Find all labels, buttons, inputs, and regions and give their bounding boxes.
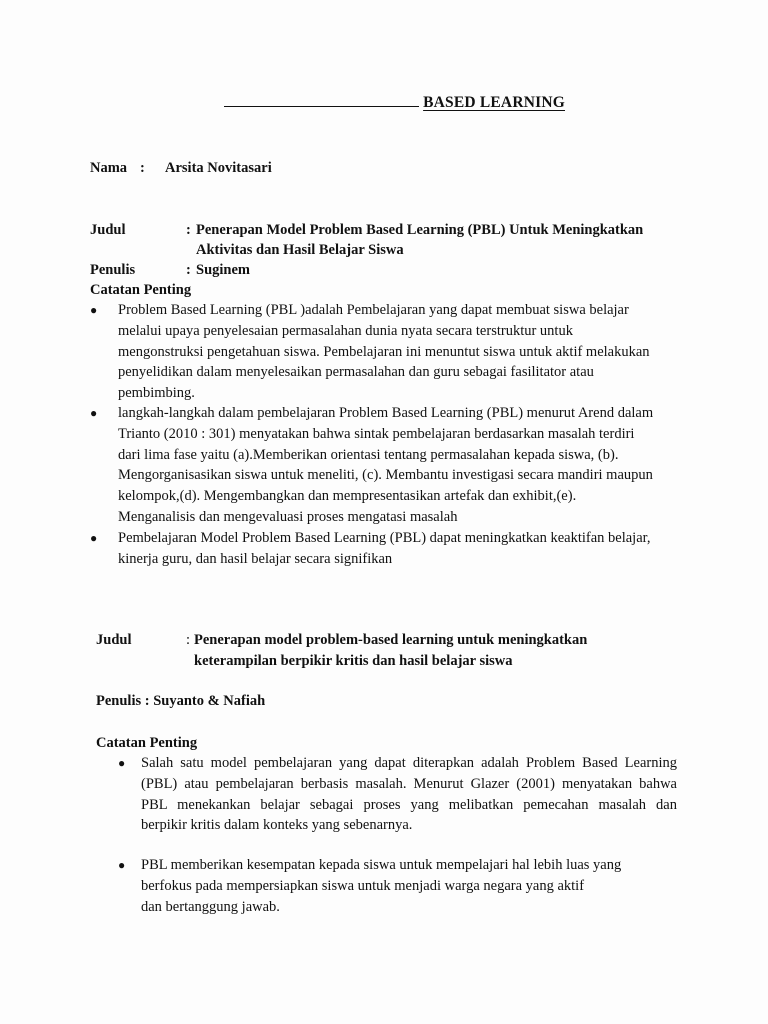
bullet-line: berpikir kritis dalam konteks yang sebenarnya. bbox=[141, 817, 413, 834]
section1-judul-separator: : bbox=[186, 222, 191, 238]
bullet-line: langkah-langkah dalam pembelajaran Problem Based Learning (PBL) menurut Arend dalam bbox=[118, 405, 654, 421]
section1-bullet-2 bbox=[118, 403, 653, 528]
bullet-line: Trianto (2010 : 301) menyatakan bahwa sintak pembelajaran berdasarkan masalah terdiri bbox=[118, 425, 635, 442]
bullet-marker: ● bbox=[118, 858, 126, 872]
section2-judul-line1: Penerapan model problem-based learning untuk meningkatkan bbox=[194, 632, 588, 648]
bullet-marker: ● bbox=[90, 531, 98, 545]
bullet-line: Salah satu model pembelajaran yang dapat diterapkan adalah Problem Based Learning bbox=[141, 755, 677, 771]
bullet-line: dari lima fase yaitu (a).Memberikan orientasi tentang permasalahan kepada siswa, (b). bbox=[118, 446, 619, 463]
section2-bullet-1 bbox=[141, 753, 677, 836]
section2-judul-separator: : bbox=[186, 632, 191, 648]
section1-penulis-label: Penulis bbox=[90, 262, 136, 278]
bullet-line: kinerja guru, dan hasil belajar secara signifikan bbox=[118, 550, 393, 567]
section2-judul-label: Judul bbox=[96, 632, 132, 648]
bullet-marker: ● bbox=[90, 303, 98, 317]
nama-separator: : bbox=[140, 160, 145, 176]
bullet-line: Pembelajaran Model Problem Based Learning (PBL) dapat meningkatkan keaktifan belajar, bbox=[118, 530, 651, 546]
bullet-line: PBL memberikan kesempatan kepada siswa untuk mempelajari hal lebih luas yang bbox=[141, 857, 622, 873]
section1-judul-line1: Penerapan Model Problem Based Learning (PBL) Untuk Meningkatkan bbox=[196, 222, 644, 238]
bullet-marker: ● bbox=[90, 406, 98, 420]
bullet-line: Problem Based Learning (PBL )adalah Pembelajaran yang dapat membuat siswa belajar bbox=[118, 302, 629, 318]
bullet-line: kelompok,(d). Mengembangkan dan mempresentasikan artefak dan exhibit,(e). bbox=[118, 488, 577, 505]
section1-penulis-value: Suginem bbox=[196, 262, 250, 278]
section1-penulis-separator: : bbox=[186, 262, 191, 278]
section2-penulis: Penulis : Suyanto & Nafiah bbox=[96, 693, 266, 709]
section1-judul-line2: Aktivitas dan Hasil Belajar Siswa bbox=[196, 242, 404, 258]
section2-catatan-label: Catatan Penting bbox=[96, 735, 198, 751]
bullet-line: melalui upaya penyelesaian permasalahan dunia nyata secara terstruktur untuk bbox=[118, 322, 573, 339]
section1-bullet-1 bbox=[118, 300, 650, 404]
section1-catatan-label: Catatan Penting bbox=[90, 282, 192, 298]
title-blank-line bbox=[224, 105, 419, 107]
document-title bbox=[210, 94, 565, 112]
nama-label: Nama bbox=[90, 160, 128, 176]
title-text: BASED LEARNING bbox=[423, 94, 565, 111]
bullet-line: mengonstruksi pengetahuan siswa. Pembelajaran ini menuntut siswa untuk aktif melakukan bbox=[118, 343, 650, 360]
section1-bullet-3 bbox=[118, 528, 651, 570]
bullet-line: PBL menekankan belajar sebagai proses yang melibatkan pemecahan masalah dan bbox=[141, 796, 677, 813]
bullet-line: pembimbing. bbox=[118, 385, 195, 402]
bullet-line: dan bertanggung jawab. bbox=[141, 898, 280, 915]
bullet-line: berfokus pada mempersiapkan siswa untuk menjadi warga negara yang aktif bbox=[141, 877, 585, 894]
nama-value: Arsita Novitasari bbox=[165, 160, 272, 176]
bullet-line: Menganalisis dan mengevaluasi proses mengatasi masalah bbox=[118, 508, 458, 525]
bullet-line: Mengorganisasikan siswa untuk meneliti, (c). Membantu investigasi secara mandiri maupun bbox=[118, 467, 653, 484]
section1-judul-label: Judul bbox=[90, 222, 126, 238]
bullet-line: penyelidikan dalam menyelesaikan permasalahan dan guru sebagai fasilitator atau bbox=[118, 364, 594, 381]
bullet-marker: ● bbox=[118, 756, 126, 770]
section2-bullet-2 bbox=[141, 855, 621, 917]
section2-judul-line2: keterampilan berpikir kritis dan hasil belajar siswa bbox=[194, 653, 513, 669]
bullet-line: (PBL) atau pembelajaran berbasis masalah. Menurut Glazer (2001) menyatakan bahwa bbox=[141, 775, 677, 792]
